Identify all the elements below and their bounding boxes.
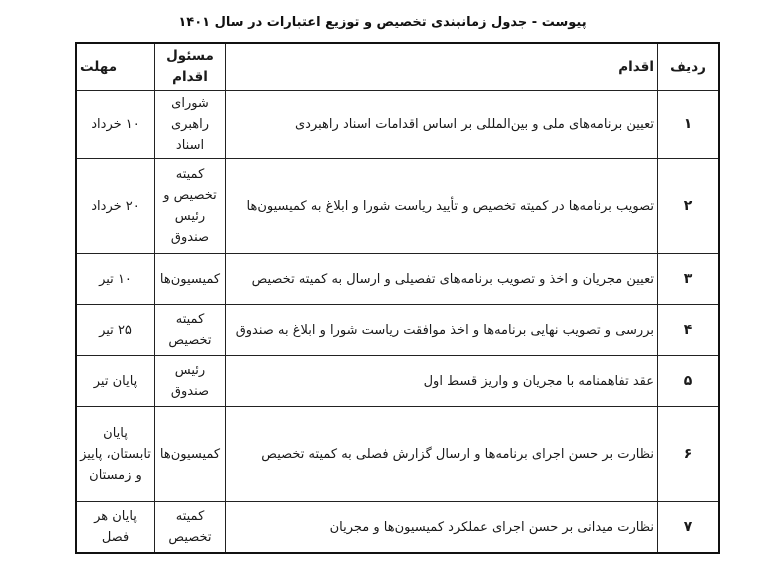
- table-header-row: [76, 43, 719, 91]
- table-row: [76, 305, 719, 356]
- cell-action: تعیین مجریان و اخذ و تصویب برنامه‌های تفصیلی و ارسال به کمیته تخصیص: [226, 254, 658, 305]
- header-row-number: ردیف: [658, 43, 720, 91]
- cell-deadline: ۱۰ تیر: [76, 254, 155, 305]
- cell-deadline: ۲۰ خرداد: [76, 159, 155, 254]
- cell-responsible: کمیته تخصیص: [155, 305, 226, 356]
- cell-row-number: ۶: [658, 407, 720, 502]
- page-title: پیوست - جدول زمانبندی تخصیص و توزیع اعتبارات در سال ۱۴۰۱: [178, 15, 587, 30]
- cell-responsible: کمیسیون‌ها: [155, 254, 226, 305]
- header-responsible: مسئول اقدام: [155, 43, 226, 91]
- table-row: [76, 407, 719, 502]
- cell-row-number: ۴: [658, 305, 720, 356]
- cell-deadline: پایان تیر: [76, 356, 155, 407]
- table-row: [76, 91, 719, 159]
- cell-deadline: پایان تابستان، پاییز و زمستان: [76, 407, 155, 502]
- cell-row-number: ۱: [658, 91, 720, 159]
- cell-action: تعیین برنامه‌های ملی و بین‌المللی بر اساس اقدامات اسناد راهبردی: [226, 91, 658, 159]
- allocation-schedule-table: [75, 42, 720, 554]
- cell-row-number: ۵: [658, 356, 720, 407]
- header-deadline: مهلت: [76, 43, 155, 91]
- cell-responsible: کمیته تخصیص و رئیس صندوق: [155, 159, 226, 254]
- cell-row-number: ۳: [658, 254, 720, 305]
- cell-action: عقد تفاهمنامه با مجریان و واریز قسط اول: [226, 356, 658, 407]
- cell-action: نظارت بر حسن اجرای برنامه‌ها و ارسال گزارش فصلی به کمیته تخصیص: [226, 407, 658, 502]
- table-row: [76, 356, 719, 407]
- cell-responsible: رئیس صندوق: [155, 356, 226, 407]
- header-action: اقدام: [226, 43, 658, 91]
- cell-responsible: کمیته تخصیص: [155, 502, 226, 554]
- table-row: [76, 502, 719, 554]
- cell-responsible: شورای راهبری اسناد: [155, 91, 226, 159]
- cell-action: تصویب برنامه‌ها در کمیته تخصیص و تأیید ریاست شورا و ابلاغ به کمیسیون‌ها: [226, 159, 658, 254]
- table-row: [76, 159, 719, 254]
- cell-row-number: ۲: [658, 159, 720, 254]
- cell-row-number: ۷: [658, 502, 720, 554]
- cell-action: نظارت میدانی بر حسن اجرای عملکرد کمیسیون‌ها و مجریان: [226, 502, 658, 554]
- cell-deadline: ۲۵ تیر: [76, 305, 155, 356]
- cell-responsible: کمیسیون‌ها: [155, 407, 226, 502]
- cell-deadline: پایان هر فصل: [76, 502, 155, 554]
- cell-deadline: ۱۰ خرداد: [76, 91, 155, 159]
- cell-action: بررسی و تصویب نهایی برنامه‌ها و اخذ موافقت ریاست شورا و ابلاغ به صندوق: [226, 305, 658, 356]
- table-row: [76, 254, 719, 305]
